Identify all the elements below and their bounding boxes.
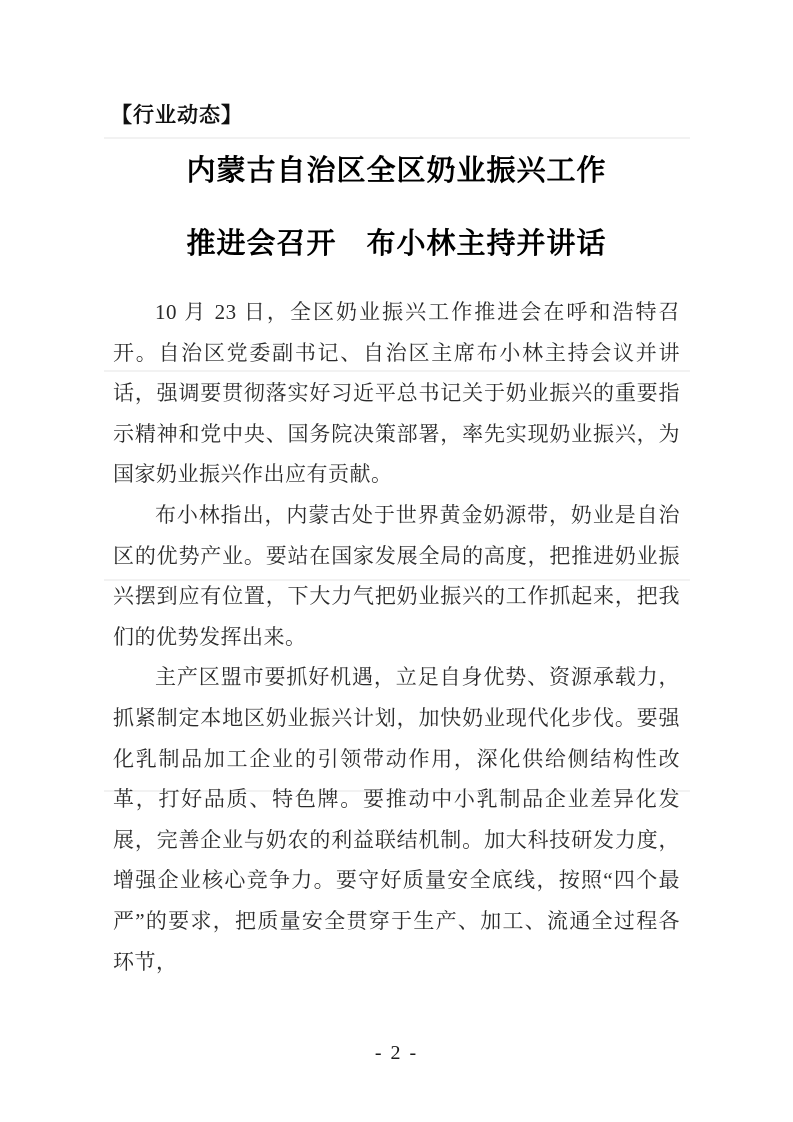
article-title-line-1: 内蒙古自治区全区奶业振兴工作	[186, 155, 607, 187]
article-paragraph: 主产区盟市要抓好机遇，立足自身优势、资源承载力，抓紧制定本地区奶业振兴计划，加快奶业现代化步伐。要强化乳制品加工企业的引领带动作用，深化供给侧结构性改革，打好品质、特色牌。要推动中小乳制品企业差异化发展，完善企业与奶农的利益联结机制。加大科技研发力度，增强企业核心竞争力。要守好质量安全底线，按照“四个最严”的要求，把质量安全贯穿于生产、加工、流通全过程各环节，	[113, 665, 680, 974]
scan-artifact-line	[104, 137, 690, 139]
section-tag: 【行业动态】	[111, 104, 243, 127]
article-paragraph: 布小林指出，内蒙古处于世界黄金奶源带，奶业是自治区的优势产业。要站在国家发展全局的高度，把推进奶业振兴摆到应有位置，下大力气把奶业振兴的工作抓起来，把我们的优势发挥出来。	[113, 502, 680, 649]
article-body	[113, 292, 680, 982]
article-paragraph: 10 月 23 日，全区奶业振兴工作推进会在呼和浩特召开。自治区党委副书记、自治区主席布小林主持会议并讲话，强调要贯彻落实好习近平总书记关于奶业振兴的重要指示精神和党中央、国务院决策部署，率先实现奶业振兴，为国家奶业振兴作出应有贡献。	[113, 300, 680, 487]
page-number: - 2 -	[374, 1042, 419, 1064]
article-title-line-2: 推进会召开 布小林主持并讲话	[186, 228, 607, 260]
